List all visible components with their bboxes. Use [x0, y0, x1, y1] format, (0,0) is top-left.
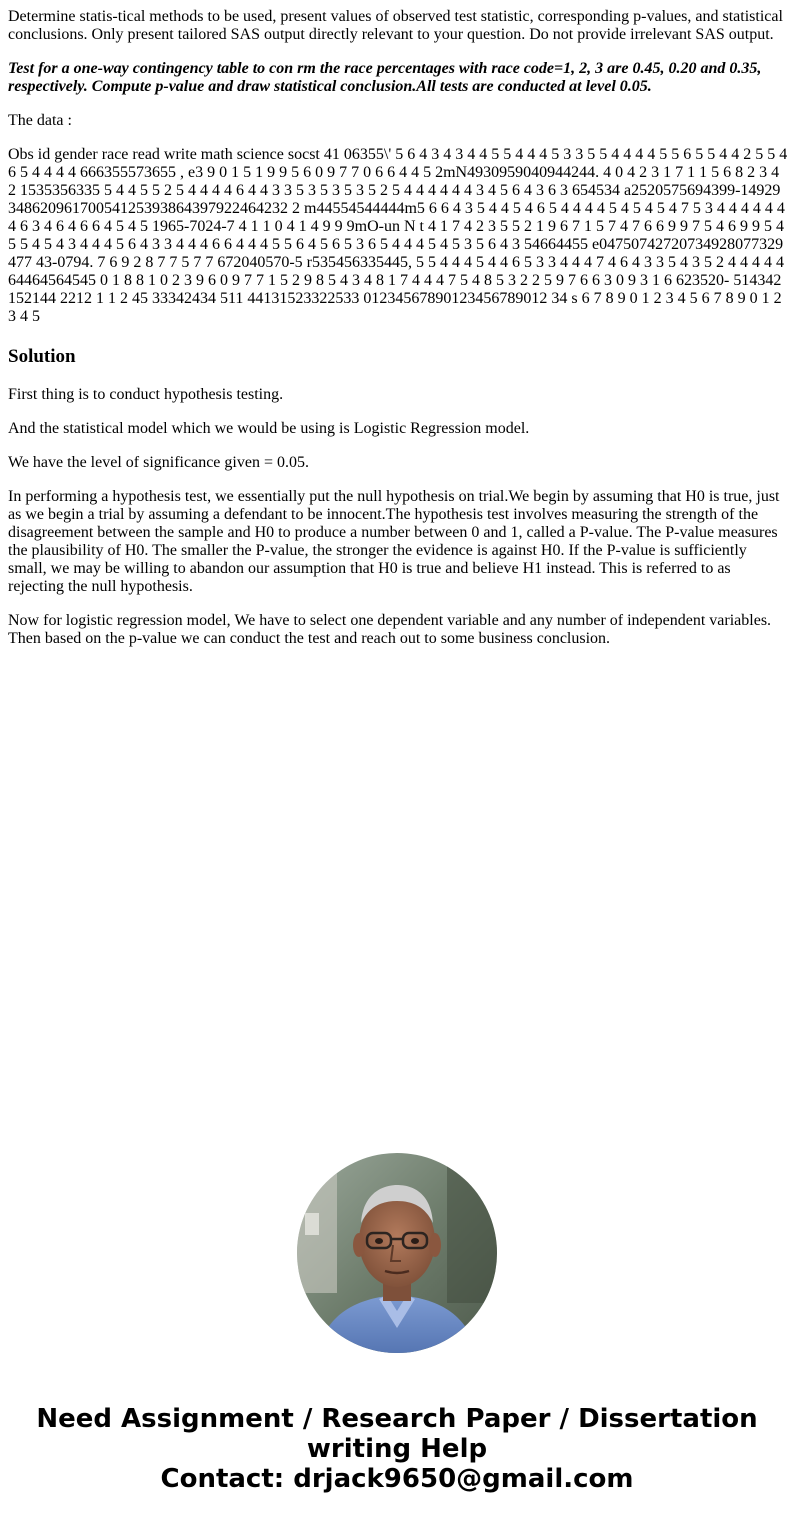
footer-ad	[0, 1404, 794, 1494]
author-avatar	[297, 1153, 497, 1353]
solution-paragraph-1: First thing is to conduct hypothesis testing.	[8, 386, 284, 403]
solution-paragraph-5: Now for logistic regression model, We have to select one dependent variable and any number of independent variables. Then based on the p-value we can conduct the test and reach out to some business conclusion.	[8, 612, 772, 647]
footer-line-1: Need Assignment / Research Paper / Dissertation	[36, 1404, 758, 1434]
footer-line-2: writing Help	[306, 1434, 488, 1464]
data-label: The data :	[8, 112, 72, 129]
solution-heading: Solution	[8, 346, 76, 367]
question-task: Test for a one-way contingency table to con rm the race percentages with race code=1, 2, 3 are 0.45, 0.20 and 0.35, respectively. Compute p-value and draw statistical conclusion.All tests are conducted at level 0.05.	[8, 60, 762, 95]
data-text: Obs id gender race read write math science socst 41 06355\' 5 6 4 3 4 3 4 4 5 5 4 4 4 5 3 3 5 5 4 4 4 4 5 5 6 5 5 4 4 2 5 5 4 6 5 4 4 4 4 666355573655 , e3 9 0 1 5 1 9 9 5 6 0 9 7 7 0 6 6 4 4 5 2mN4930959040944244. 4 0 4 2 3 1 7 1 1 5 6 8 2 3 4 2 1535356335 5 4 4 5 5 2 5 4 4 4 4 6 4 4 3 3 5 3 5 3 5 3 5 2 5 4 4 4 4 4 4 3 4 5 6 4 3 6 3 654534 a2520575694399-1492934862096170054125393864397922464232 2 m44554544444m5 6 6 4 3 5 4 4 5 4 6 5 4 4 4 4 5 4 5 4 5 4 7 5 3 4 4 4 4 4 4 4 6 3 4 6 4 6 6 4 5 4 5 1965-7024-7 4 1 1 0 4 1 4 9 9 9mO-un N t 4 1 7 4 2 3 5 5 2 1 9 6 7 1 5 7 4 7 6 6 9 9 7 5 4 6 9 9 5 4 5 5 4 5 4 3 4 4 4 5 6 4 3 3 4 4 4 6 6 4 4 4 5 5 6 4 5 6 5 3 6 5 4 4 4 5 4 5 3 5 6 4 3 54664455 e04750742720734928077329477 43-0794. 7 6 9 2 8 7 7 5 7 7 672040570-5 r535456335445, 5 5 4 4 4 5 4 4 6 5 3 3 4 4 4 7 4 6 4 3 3 5 4 3 5 2 4 4 4 4 4 64464564545 0 1 8 8 1 0 2 3 9 6 0 9 7 7 1 5 2 9 8 5 4 3 4 8 1 7 4 4 4 7 5 4 8 5 3 2 2 5 9 7 6 6 3 0 9 3 1 6 623520- 514342152144 2212 1 1 2 45 33342434 511 44131523322533 01234567890123456789012 34 s 6 7 8 9 0 1 2 3 4 5 6 7 8 9 0 1 2 3 4 5	[8, 146, 788, 325]
author-portrait-image	[297, 1153, 497, 1353]
footer-contact: Contact: drjack9650@gmail.com	[160, 1464, 634, 1494]
solution-paragraph-3: We have the level of significance given = 0.05.	[8, 454, 309, 471]
solution-paragraph-2: And the statistical model which we would be using is Logistic Regression model.	[8, 420, 530, 437]
solution-paragraph-4: In performing a hypothesis test, we essentially put the null hypothesis on trial.We begin by assuming that H0 is true, just as we begin a trial by assuming a defendant to be innocent.The hypothesis test involves measuring the strength of the disagreement between the sample and H0 to produce a number between 0 and 1, called a P-value. The P-value measures the plausibility of H0. The smaller the P-value, the stronger the evidence is against H0. If the P-value is sufficiently small, we may be willing to abandon our assumption that H0 is true and believe H1 instead. This is referred to as rejecting the null hypothesis.	[8, 488, 780, 595]
question-intro: Determine statis-tical methods to be used, present values of observed test statistic, corresponding p-values, and statistical conclusions. Only present tailored SAS output directly relevant to your question. Do not provide irrelevant SAS output.	[8, 8, 783, 43]
document-body	[8, 8, 788, 664]
